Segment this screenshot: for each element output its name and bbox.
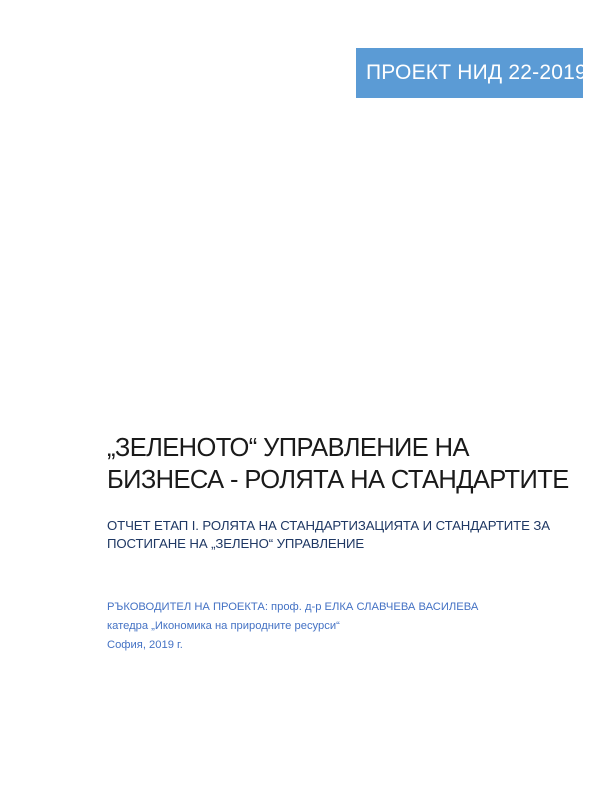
document-subtitle-line-2: ПОСТИГАНЕ НА „ЗЕЛЕНО“ УПРАВЛЕНИЕ [107,536,365,551]
project-badge-label: ПРОЕКТ НИД 22-2019 [366,61,587,84]
project-badge [356,48,587,98]
document-meta [107,598,567,655]
project-leader: РЪКОВОДИТЕЛ НА ПРОЕКТА: проф. д-р ЕЛКА СЛАВЧЕВА ВАСИЛЕВА [107,601,479,613]
document-title [107,432,569,496]
place-and-date: София, 2019 г. [107,639,183,651]
document-subtitle-line-1: ОТЧЕТ ЕТАП I. РОЛЯТА НА СТАНДАРТИЗАЦИЯТА И СТАНДАРТИТЕ ЗА [107,518,550,533]
document-title-line-1: „ЗЕЛЕНОТО“ УПРАВЛЕНИЕ НА [107,434,469,462]
department: катедра „Икономика на природните ресурси“ [107,620,340,632]
document-title-line-2: БИЗНЕСА - РОЛЯТА НА СТАНДАРТИТЕ [107,466,569,494]
document-subtitle [107,517,550,553]
